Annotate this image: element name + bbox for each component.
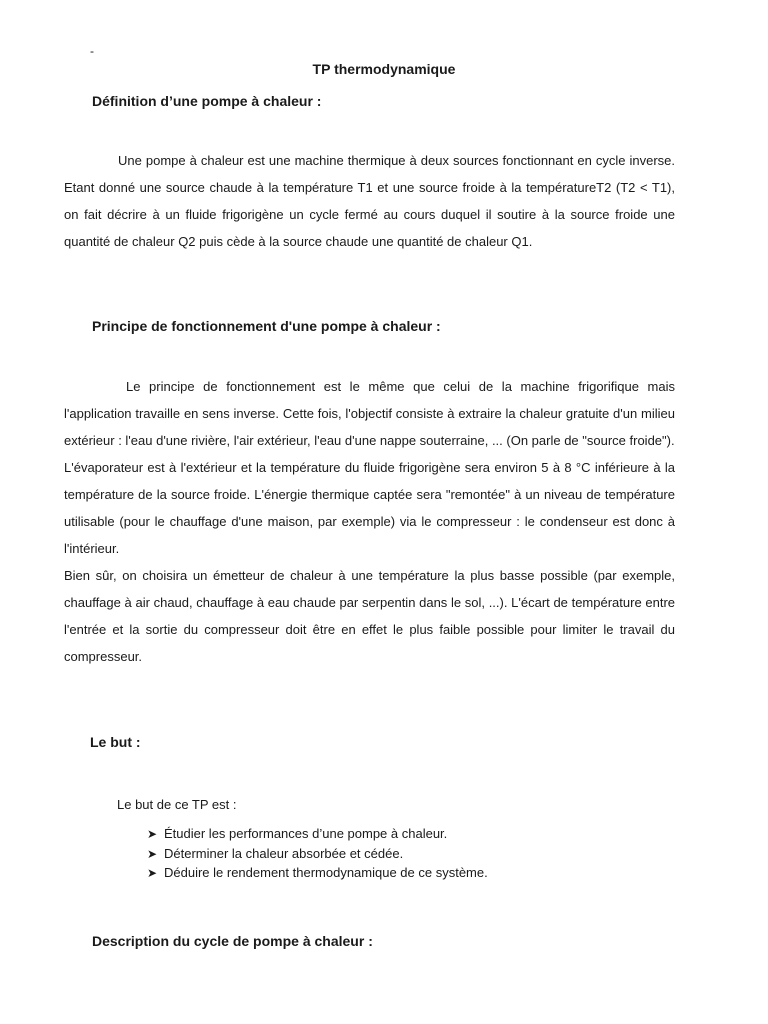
- dash-mark: -: [90, 44, 94, 58]
- principe-text-2: L'évaporateur est à l'extérieur et la température du fluide frigorigène sera environ 5 à 8 °C inférieure à la température de la source froide. L'énergie thermique captée sera "remontée" à un niveau de température utilisable (pour le chauffage d'une maison, par exemple) via le compresseur : le condenseur est donc à l'intérieur.: [64, 460, 675, 556]
- but-intro: Le but de ce TP est :: [117, 797, 237, 812]
- list-item-text: Déterminer la chaleur absorbée et cédée.: [164, 845, 404, 861]
- paragraph-principe: [64, 373, 675, 670]
- arrowhead-bullet-icon: ➤: [147, 846, 158, 861]
- heading-description: Description du cycle de pompe à chaleur :: [92, 933, 373, 949]
- principe-text-1: Le principe de fonctionnement est le même que celui de la machine frigorifique mais l'application travaille en sens inverse. Cette fois, l'objectif consiste à extraire la chaleur gratuite d'un milieu extérieur : l'eau d'une rivière, l'air extérieur, l'eau d'une nappe souterraine, ... (On parle de "source froide").: [64, 379, 675, 448]
- list-item: [147, 863, 488, 883]
- heading-principe: Principe de fonctionnement d'une pompe à chaleur :: [92, 318, 441, 334]
- heading-definition: Définition d’une pompe à chaleur :: [92, 93, 322, 109]
- list-item-text: Étudier les performances d’une pompe à chaleur.: [164, 826, 448, 841]
- definition-text: Une pompe à chaleur est une machine thermique à deux sources fonctionnant en cycle inverse. Etant donné une source chaude à la température T1 et une source froide à la températureT2 (T2 < T1), on fait décrire à un fluide frigorigène un cycle fermé au cours duquel il soutire à la source froide une quantité de chaleur Q2 puis cède à la source chaude une quantité de chaleur Q1.: [64, 153, 675, 249]
- objectives-list: [147, 824, 488, 883]
- arrowhead-bullet-icon: ➤: [147, 827, 158, 841]
- paragraph-definition: [64, 147, 675, 255]
- list-item-text: Déduire le rendement thermodynamique de ce système.: [164, 865, 488, 880]
- heading-but: Le but :: [90, 734, 141, 750]
- principe-text-3: Bien sûr, on choisira un émetteur de chaleur à une température la plus basse possible (par exemple, chauffage à air chaud, chauffage à eau chaude par serpentin dans le sol, ...). L'écart de température entre l'entrée et la sortie du compresseur doit être en effet le plus faible possible pour limiter le travail du compresseur.: [64, 568, 675, 664]
- list-item: [147, 824, 488, 844]
- page-title: TP thermodynamique: [312, 61, 456, 77]
- arrowhead-bullet-icon: ➤: [147, 866, 158, 880]
- list-item: [147, 844, 488, 864]
